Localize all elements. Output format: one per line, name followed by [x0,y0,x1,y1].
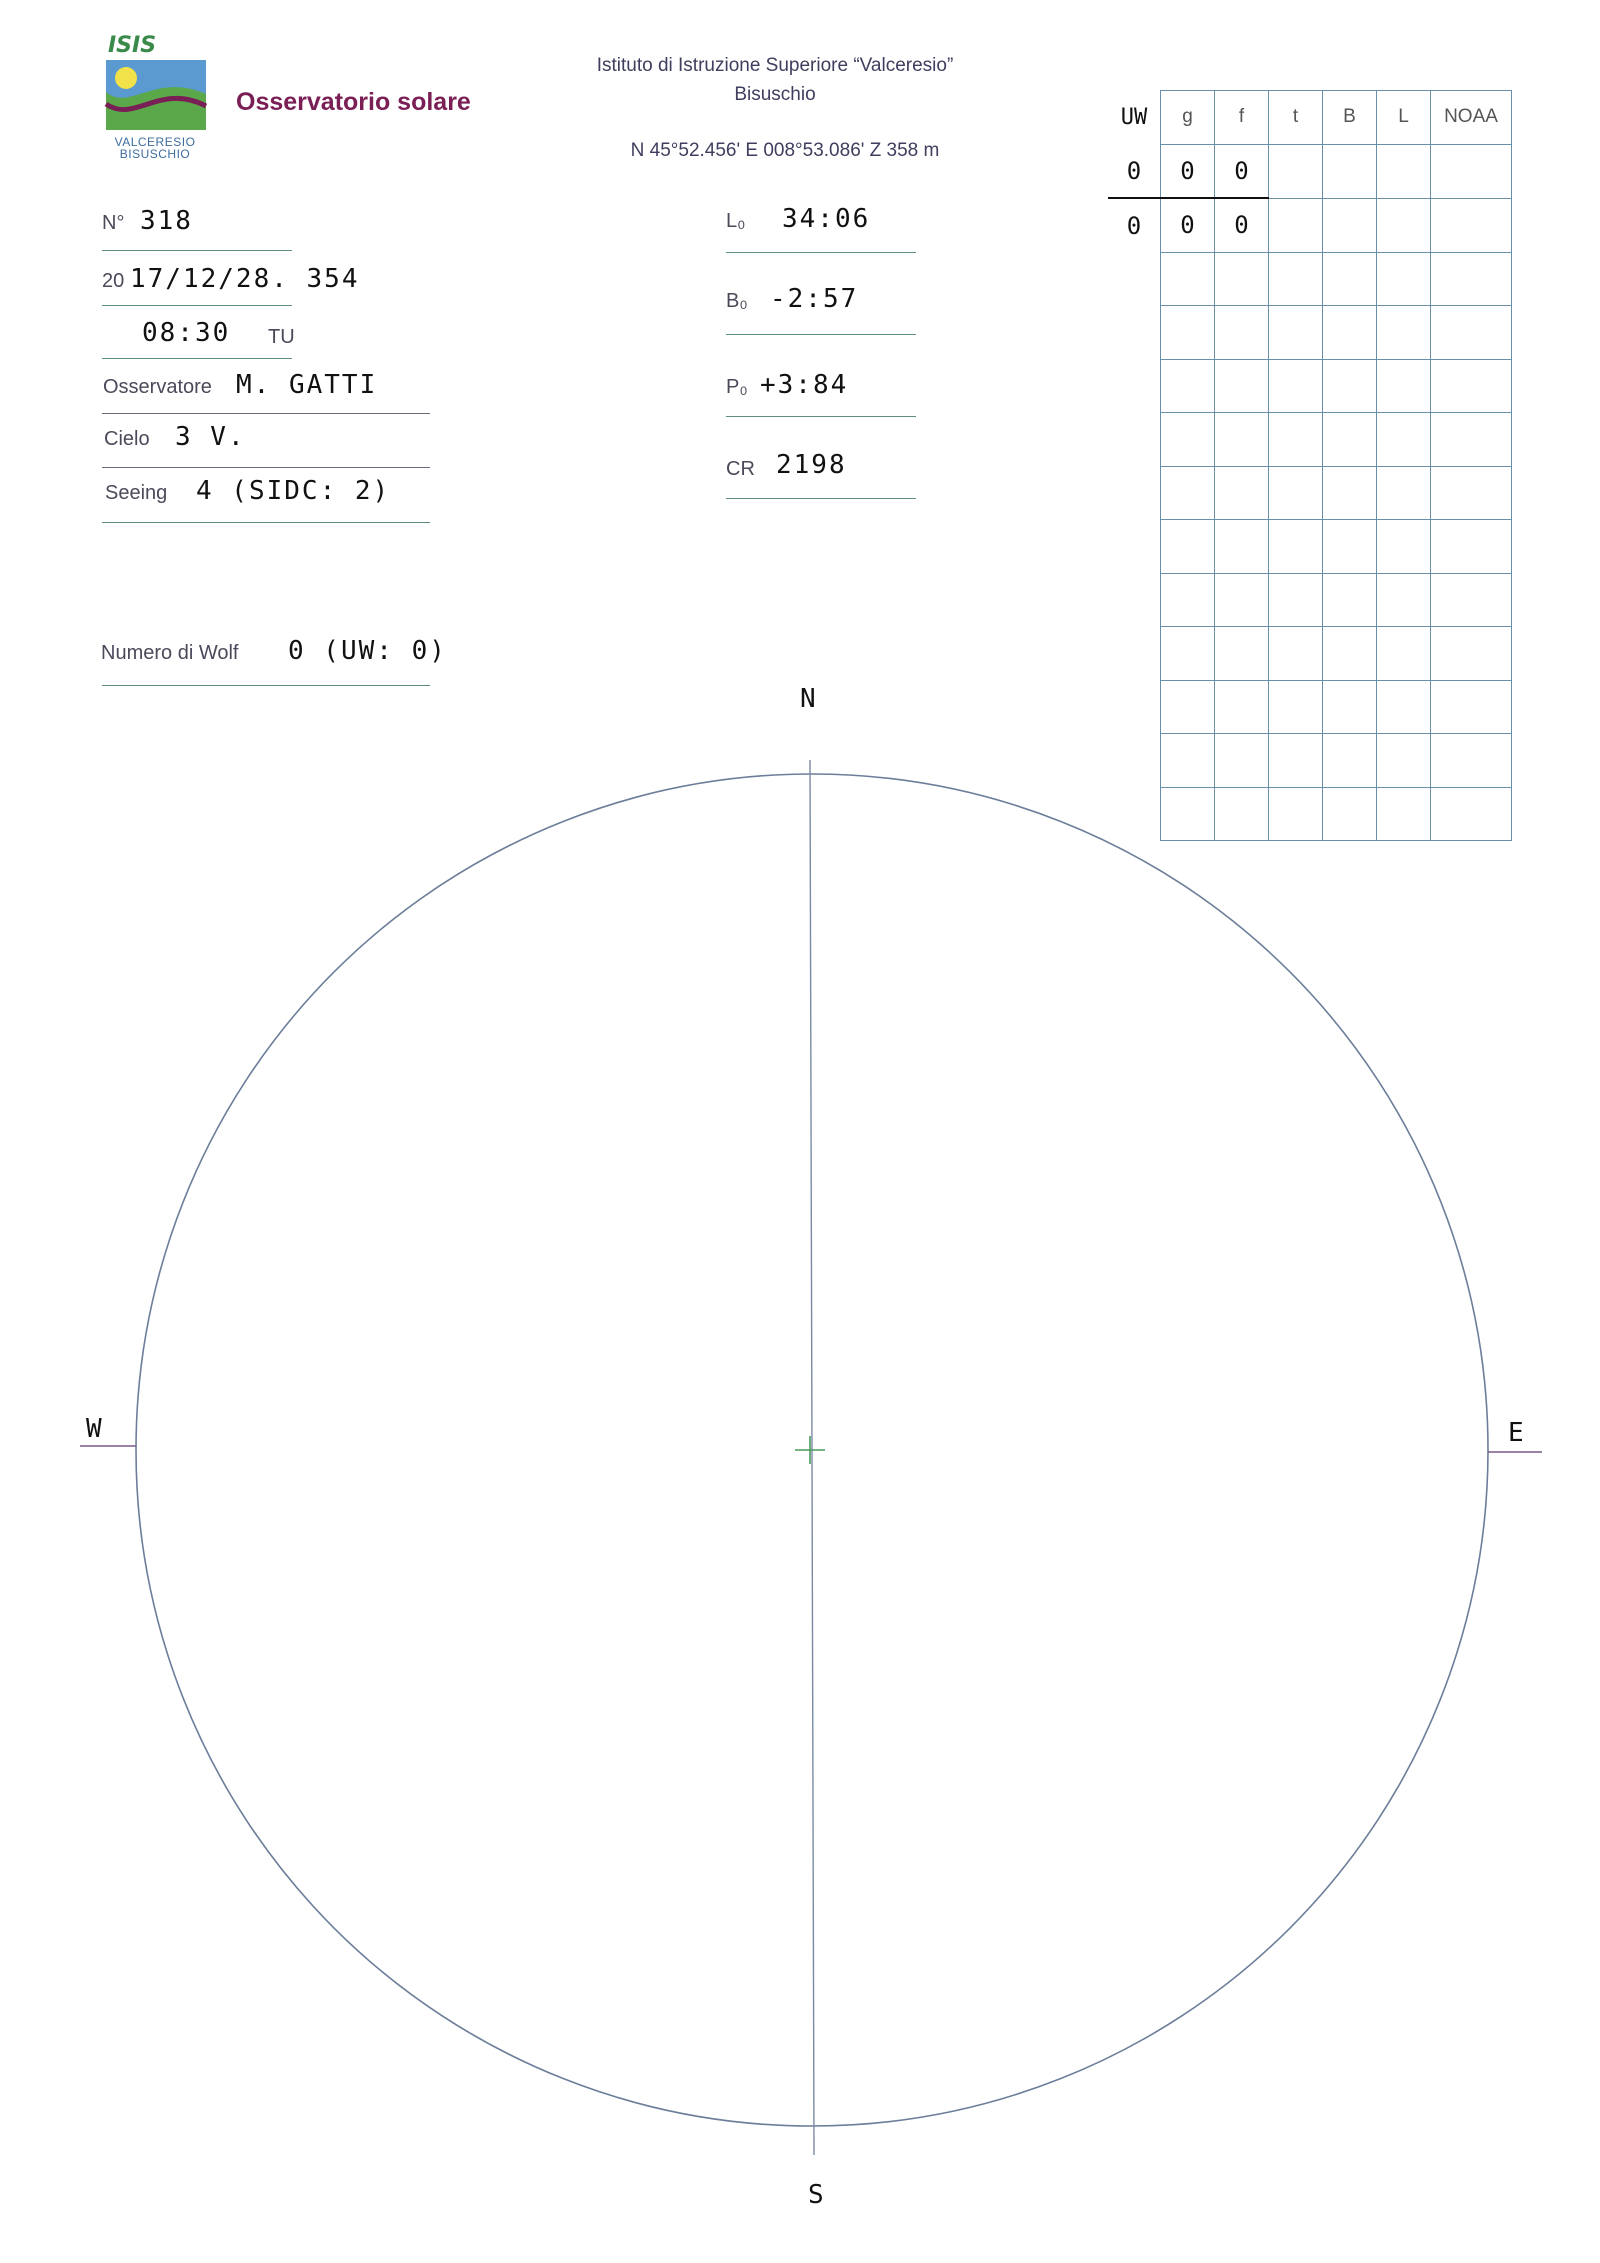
observer-label: Osservatore [103,376,212,398]
wolf-value: 0 (UW: 0) [288,636,447,666]
north-label: N [800,684,816,714]
b0-label: B₀ [726,290,748,312]
date-prefix: 20 [102,270,125,292]
table-cell: 0 [1215,198,1269,252]
header-b: B [1323,91,1377,145]
logo-acronym: ISIS [108,33,157,58]
table-cell: 0 [1215,144,1269,198]
west-label: W [86,1414,102,1444]
date-value: 17/12/28. 354 [130,264,360,294]
p0-value: +3:84 [760,370,849,400]
l0-label: L₀ [726,210,746,232]
logo-caption-line1: VALCERESIO [114,135,196,149]
header-l: L [1377,91,1431,145]
header-uw: UW [1108,91,1161,145]
b0-value: -2:57 [770,284,859,314]
seeing-label: Seeing [105,482,168,504]
sky-label: Cielo [104,428,150,450]
seeing-value: 4 (SIDC: 2) [196,476,391,506]
cr-label: CR [726,458,755,480]
wolf-label: Numero di Wolf [101,642,239,664]
table-cell: 0 [1161,198,1215,252]
number-label: N° [102,212,125,234]
institute-coordinates: N 45°52.456' E 008°53.086' Z 358 m [630,140,940,161]
time-value: 08:30 [142,318,231,348]
institute-name: Istituto di Istruzione Superiore “Valceresio” [596,55,954,76]
l0-value: 34:06 [782,204,871,234]
sky-value: 3 V. [175,422,246,452]
institute-city: Bisuschio [734,84,816,105]
header-g: g [1161,91,1215,145]
south-label: S [808,2180,824,2210]
header-noaa: NOAA [1431,91,1512,145]
table-cell: 0 [1108,198,1161,252]
east-label: E [1508,1418,1524,1448]
header-f: f [1215,91,1269,145]
observer-value: M. GATTI [236,370,378,400]
number-value: 318 [140,206,193,236]
observatory-title: Osservatorio solare [236,88,471,116]
header-t: t [1269,91,1323,145]
p0-label: P₀ [726,376,748,398]
table-cell: 0 [1161,144,1215,198]
logo-caption-line2: BISUSCHIO [119,147,191,161]
cr-value: 2198 [776,450,847,480]
table-cell: 0 [1108,144,1161,198]
time-unit: TU [268,326,295,348]
